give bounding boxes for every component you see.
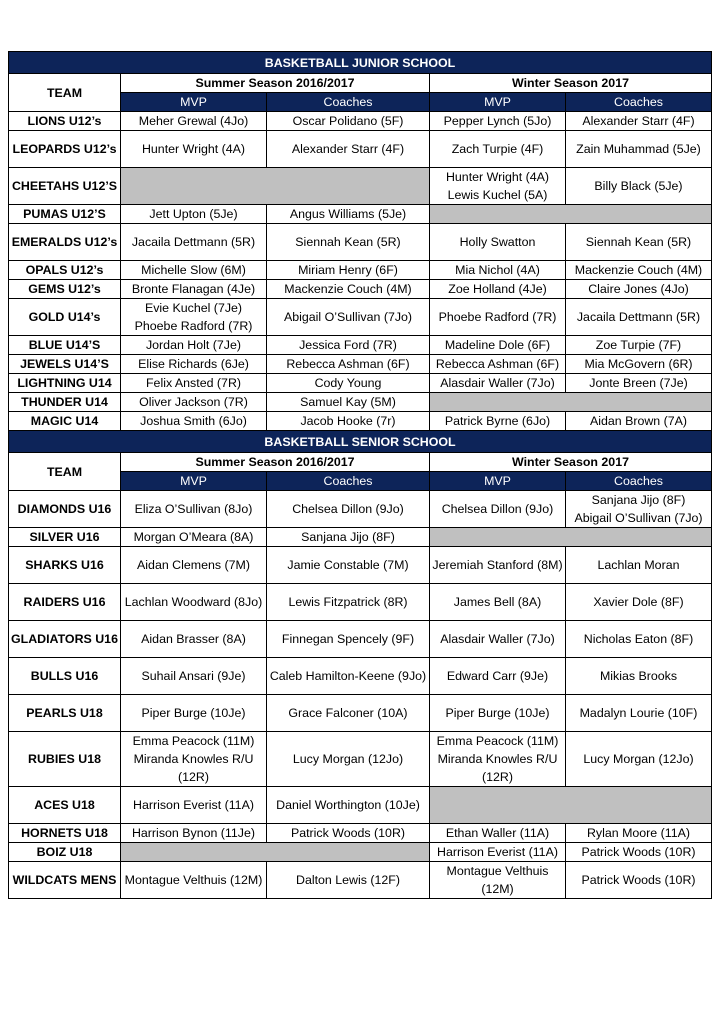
table-row	[9, 168, 712, 205]
team-name: RAIDERS U16	[9, 584, 121, 621]
table-row	[9, 205, 712, 224]
summer-mvp-line: Miranda Knowles R/U (12R)	[133, 752, 254, 784]
winter-mvp-line: Miranda Knowles R/U (12R)	[437, 752, 558, 784]
team-name: BULLS U16	[9, 658, 121, 695]
team-name: WILDCATS MENS	[9, 862, 121, 899]
senior-winter-mvp-header: MVP	[430, 472, 566, 491]
senior-summer-coaches-header: Coaches	[267, 472, 430, 491]
senior-summer-mvp-header: MVP	[121, 472, 267, 491]
summer-coach: Patrick Woods (10R)	[267, 824, 430, 843]
team-name: THUNDER U14	[9, 393, 121, 412]
summer-coach: Lewis Fitzpatrick (8R)	[267, 584, 430, 621]
table-row	[9, 787, 712, 824]
winter-mvp: Ethan Waller (11A)	[430, 824, 566, 843]
junior-winter-mvp-header: MVP	[430, 93, 566, 112]
winter-coach: Madalyn Lourie (10F)	[566, 695, 712, 732]
senior-summer-header: Summer Season 2016/2017	[121, 453, 430, 472]
summer-mvp-line: Evie Kuchel (7Je)	[144, 301, 243, 315]
table-row	[9, 658, 712, 695]
empty-cell	[121, 168, 430, 205]
table-row	[9, 491, 712, 528]
team-name: GEMS U12’s	[9, 280, 121, 299]
junior-winter-coaches-header: Coaches	[566, 93, 712, 112]
summer-coach: Oscar Polidano (5F)	[267, 112, 430, 131]
winter-mvp	[430, 732, 566, 787]
team-name: RUBIES U18	[9, 732, 121, 787]
winter-mvp-line: Emma Peacock (11M)	[436, 734, 559, 748]
winter-coach: Lachlan Moran	[566, 547, 712, 584]
winter-coach: Patrick Woods (10R)	[566, 862, 712, 899]
winter-mvp: Pepper Lynch (5Jo)	[430, 112, 566, 131]
table-row	[9, 224, 712, 261]
summer-coach: Abigail O’Sullivan (7Jo)	[267, 299, 430, 336]
summer-coach: Grace Falconer (10A)	[267, 695, 430, 732]
junior-title: BASKETBALL JUNIOR SCHOOL	[9, 52, 712, 74]
summer-mvp	[121, 299, 267, 336]
team-name: GOLD U14’s	[9, 299, 121, 336]
winter-coach: Alexander Starr (4F)	[566, 112, 712, 131]
winter-mvp: Zach Turpie (4F)	[430, 131, 566, 168]
table-row	[9, 261, 712, 280]
junior-summer-header: Summer Season 2016/2017	[121, 74, 430, 93]
winter-coach: Jonte Breen (7Je)	[566, 374, 712, 393]
summer-mvp-line: Emma Peacock (11M)	[132, 734, 255, 748]
table-row	[9, 412, 712, 431]
winter-mvp-line: Hunter Wright (4A)	[445, 170, 550, 184]
winter-coach-line: Sanjana Jijo (8F)	[591, 493, 686, 507]
junior-season-header-row	[9, 74, 712, 93]
table-row	[9, 695, 712, 732]
summer-coach: Rebecca Ashman (6F)	[267, 355, 430, 374]
summer-mvp: Hunter Wright (4A)	[121, 131, 267, 168]
summer-mvp-line: Phoebe Radford (7R)	[134, 319, 253, 333]
summer-coach: Siennah Kean (5R)	[267, 224, 430, 261]
summer-mvp: Jacaila Dettmann (5R)	[121, 224, 267, 261]
summer-coach: Miriam Henry (6F)	[267, 261, 430, 280]
summer-coach: Daniel Worthington (10Je)	[267, 787, 430, 824]
summer-coach: Mackenzie Couch (4M)	[267, 280, 430, 299]
summer-coach: Jessica Ford (7R)	[267, 336, 430, 355]
winter-mvp-line: Lewis Kuchel (5A)	[447, 188, 548, 202]
team-name: SHARKS U16	[9, 547, 121, 584]
table-row	[9, 528, 712, 547]
team-name: GLADIATORS U16	[9, 621, 121, 658]
summer-mvp: Harrison Everist (11A)	[121, 787, 267, 824]
junior-summer-coaches-header: Coaches	[267, 93, 430, 112]
team-name: MAGIC U14	[9, 412, 121, 431]
winter-mvp: James Bell (8A)	[430, 584, 566, 621]
team-name: LIONS U12’s	[9, 112, 121, 131]
junior-summer-mvp-header: MVP	[121, 93, 267, 112]
summer-mvp: Oliver Jackson (7R)	[121, 393, 267, 412]
winter-mvp: Madeline Dole (6F)	[430, 336, 566, 355]
winter-coach: Mackenzie Couch (4M)	[566, 261, 712, 280]
team-name: OPALS U12’s	[9, 261, 121, 280]
summer-coach: Caleb Hamilton-Keene (9Jo)	[267, 658, 430, 695]
junior-team-header: TEAM	[9, 74, 121, 112]
empty-cell	[430, 787, 712, 824]
winter-mvp: Edward Carr (9Je)	[430, 658, 566, 695]
junior-winter-header: Winter Season 2017	[430, 74, 712, 93]
summer-mvp: Jett Upton (5Je)	[121, 205, 267, 224]
winter-mvp: Mia Nichol (4A)	[430, 261, 566, 280]
team-name: EMERALDS U12’s	[9, 224, 121, 261]
winter-mvp: Piper Burge (10Je)	[430, 695, 566, 732]
summer-mvp: Jordan Holt (7Je)	[121, 336, 267, 355]
summer-mvp: Lachlan Woodward (8Jo)	[121, 584, 267, 621]
summer-coach: Finnegan Spencely (9F)	[267, 621, 430, 658]
table-row	[9, 393, 712, 412]
summer-mvp: Piper Burge (10Je)	[121, 695, 267, 732]
winter-mvp: Holly Swatton	[430, 224, 566, 261]
summer-coach: Sanjana Jijo (8F)	[267, 528, 430, 547]
summer-coach: Alexander Starr (4F)	[267, 131, 430, 168]
winter-coach: Siennah Kean (5R)	[566, 224, 712, 261]
table-row	[9, 621, 712, 658]
summer-coach: Samuel Kay (5M)	[267, 393, 430, 412]
winter-coach: Claire Jones (4Jo)	[566, 280, 712, 299]
winter-coach: Zain Muhammad (5Je)	[566, 131, 712, 168]
summer-coach: Jacob Hooke (7r)	[267, 412, 430, 431]
table-row	[9, 299, 712, 336]
summer-coach: Jamie Constable (7M)	[267, 547, 430, 584]
winter-coach: Lucy Morgan (12Jo)	[566, 732, 712, 787]
winter-mvp: Zoe Holland (4Je)	[430, 280, 566, 299]
team-name: BOIZ U18	[9, 843, 121, 862]
summer-mvp: Elise Richards (6Je)	[121, 355, 267, 374]
winter-mvp: Chelsea Dillon (9Jo)	[430, 491, 566, 528]
winter-coach: Billy Black (5Je)	[566, 168, 712, 205]
winter-coach: Rylan Moore (11A)	[566, 824, 712, 843]
summer-coach: Chelsea Dillon (9Jo)	[267, 491, 430, 528]
empty-cell	[430, 205, 712, 224]
summer-mvp: Aidan Brasser (8A)	[121, 621, 267, 658]
team-name: LIGHTNING U14	[9, 374, 121, 393]
team-name: SILVER U16	[9, 528, 121, 547]
table-row	[9, 584, 712, 621]
senior-winter-coaches-header: Coaches	[566, 472, 712, 491]
table-row	[9, 547, 712, 584]
team-name: DIAMONDS U16	[9, 491, 121, 528]
team-name: PEARLS U18	[9, 695, 121, 732]
summer-mvp: Harrison Bynon (11Je)	[121, 824, 267, 843]
table-row	[9, 862, 712, 899]
table-row	[9, 355, 712, 374]
team-name: BLUE U14’S	[9, 336, 121, 355]
winter-coach: Mikias Brooks	[566, 658, 712, 695]
summer-coach: Lucy Morgan (12Jo)	[267, 732, 430, 787]
winter-coach: Xavier Dole (8F)	[566, 584, 712, 621]
empty-cell	[430, 393, 712, 412]
winter-coach-line: Abigail O’Sullivan (7Jo)	[574, 511, 703, 525]
winter-mvp: Jeremiah Stanford (8M)	[430, 547, 566, 584]
senior-winter-header: Winter Season 2017	[430, 453, 712, 472]
summer-mvp: Eliza O’Sullivan (8Jo)	[121, 491, 267, 528]
summer-mvp: Meher Grewal (4Jo)	[121, 112, 267, 131]
summer-mvp: Morgan O’Meara (8A)	[121, 528, 267, 547]
winter-mvp: Alasdair Waller (7Jo)	[430, 374, 566, 393]
table-row	[9, 112, 712, 131]
winter-mvp: Patrick Byrne (6Jo)	[430, 412, 566, 431]
team-name: JEWELS U14’S	[9, 355, 121, 374]
winter-mvp: Montague Velthuis (12M)	[430, 862, 566, 899]
team-name: HORNETS U18	[9, 824, 121, 843]
table-row	[9, 280, 712, 299]
summer-mvp	[121, 732, 267, 787]
table-row	[9, 732, 712, 787]
table-row	[9, 824, 712, 843]
senior-team-header: TEAM	[9, 453, 121, 491]
summer-mvp: Bronte Flanagan (4Je)	[121, 280, 267, 299]
awards-table	[8, 51, 712, 899]
winter-mvp: Rebecca Ashman (6F)	[430, 355, 566, 374]
summer-coach: Angus Williams (5Je)	[267, 205, 430, 224]
winter-coach: Patrick Woods (10R)	[566, 843, 712, 862]
senior-title-row	[9, 431, 712, 453]
summer-mvp: Suhail Ansari (9Je)	[121, 658, 267, 695]
table-row	[9, 336, 712, 355]
team-name: ACES U18	[9, 787, 121, 824]
team-name: CHEETAHS U12’S	[9, 168, 121, 205]
winter-coach: Zoe Turpie (7F)	[566, 336, 712, 355]
empty-cell	[430, 528, 712, 547]
empty-cell	[121, 843, 430, 862]
winter-mvp: Phoebe Radford (7R)	[430, 299, 566, 336]
summer-mvp: Aidan Clemens (7M)	[121, 547, 267, 584]
team-name: LEOPARDS U12’s	[9, 131, 121, 168]
table-row	[9, 843, 712, 862]
team-name: PUMAS U12’S	[9, 205, 121, 224]
summer-coach: Cody Young	[267, 374, 430, 393]
winter-mvp	[430, 168, 566, 205]
summer-mvp: Joshua Smith (6Jo)	[121, 412, 267, 431]
winter-coach: Mia McGovern (6R)	[566, 355, 712, 374]
winter-coach: Aidan Brown (7A)	[566, 412, 712, 431]
winter-mvp: Alasdair Waller (7Jo)	[430, 621, 566, 658]
winter-coach	[566, 491, 712, 528]
table-row	[9, 131, 712, 168]
senior-title: BASKETBALL SENIOR SCHOOL	[9, 431, 712, 453]
table-row	[9, 374, 712, 393]
winter-coach: Nicholas Eaton (8F)	[566, 621, 712, 658]
winter-coach: Jacaila Dettmann (5R)	[566, 299, 712, 336]
senior-season-header-row	[9, 453, 712, 472]
junior-title-row	[9, 52, 712, 74]
summer-mvp: Michelle Slow (6M)	[121, 261, 267, 280]
summer-mvp: Felix Ansted (7R)	[121, 374, 267, 393]
winter-mvp: Harrison Everist (11A)	[430, 843, 566, 862]
summer-coach: Dalton Lewis (12F)	[267, 862, 430, 899]
summer-mvp: Montague Velthuis (12M)	[121, 862, 267, 899]
